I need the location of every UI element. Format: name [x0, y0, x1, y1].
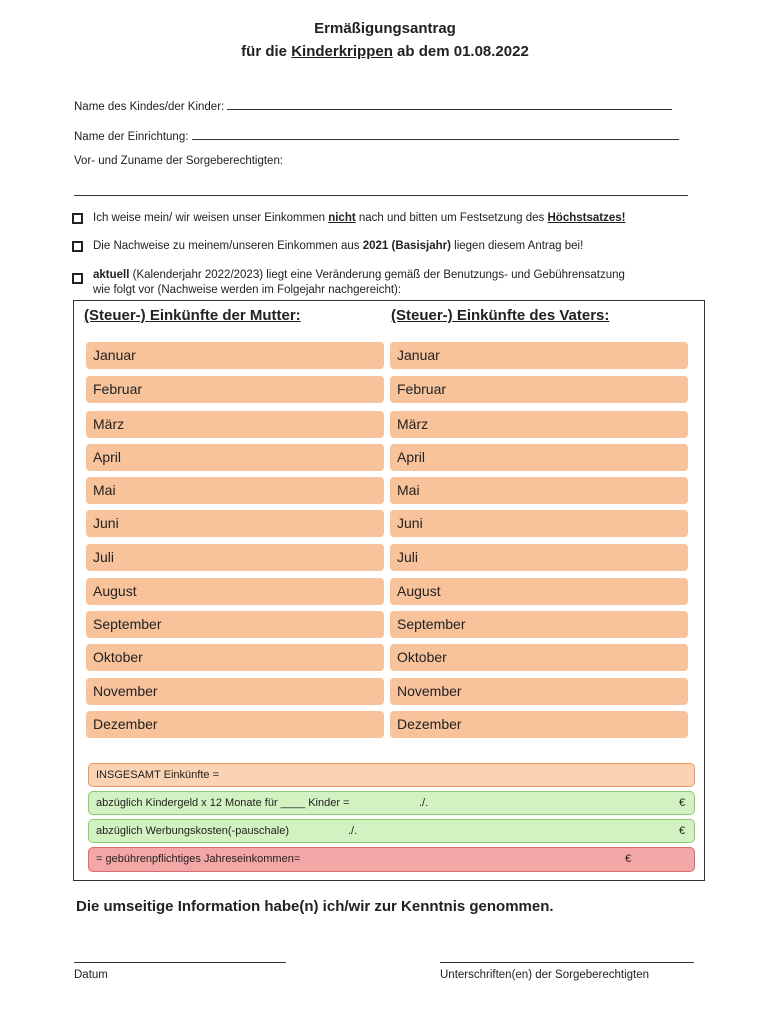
mother-month-4[interactable]: Mai [86, 477, 384, 504]
option-no-income-text: Ich weise mein/ wir weisen unser Einkommen nicht nach und bitten um Festsetzung des Höchstsatzes! [93, 212, 626, 224]
expenses-row[interactable] [88, 819, 695, 843]
annual-income-row[interactable] [88, 847, 695, 872]
expenses-label: abzüglich Werbungskosten(-pauschale) [96, 825, 290, 837]
expenses-euro: € [679, 825, 686, 837]
father-month-1[interactable]: Februar [390, 376, 688, 403]
mother-month-6[interactable]: Juli [86, 544, 384, 571]
father-month-2[interactable]: März [390, 411, 688, 438]
father-month-11[interactable]: Dezember [390, 711, 688, 738]
subtitle-post: ab dem 01.08.2022 [392, 43, 529, 60]
date-line[interactable] [74, 962, 286, 963]
child-benefit-row[interactable] [88, 791, 695, 815]
date-label: Datum [74, 969, 108, 981]
child-name-field[interactable] [74, 97, 672, 113]
annual-income-euro: € [625, 853, 632, 865]
mother-month-8[interactable]: September [86, 611, 384, 638]
expenses-minus: ./. [348, 825, 358, 837]
father-month-8[interactable]: September [390, 611, 688, 638]
option-proof-attached-text: Die Nachweise zu meinem/unseren Einkommen aus 2021 (Basisjahr) liegen diesem Antrag bei! [93, 240, 584, 252]
mother-month-7[interactable]: August [86, 578, 384, 605]
father-month-3[interactable]: April [390, 444, 688, 471]
option-proof-attached-checkbox[interactable] [72, 241, 83, 252]
institution-field[interactable] [74, 127, 679, 143]
mother-month-3[interactable]: April [86, 444, 384, 471]
father-income-heading: (Steuer-) Einkünfte des Vaters: [391, 307, 610, 324]
child-name-blank[interactable] [227, 97, 672, 110]
child-benefit-minus: ./. [419, 797, 429, 809]
mother-month-5[interactable]: Juni [86, 510, 384, 537]
guardians-label: Vor- und Zuname der Sorgeberechtigten: [74, 155, 284, 167]
mother-month-10[interactable]: November [86, 678, 384, 705]
mother-month-2[interactable]: März [86, 411, 384, 438]
child-benefit-euro: € [679, 797, 686, 809]
child-name-label: Name des Kindes/der Kinder: [74, 101, 225, 113]
mother-income-heading: (Steuer-) Einkünfte der Mutter: [84, 307, 301, 324]
father-month-9[interactable]: Oktober [390, 644, 688, 671]
subtitle-pre: für die [241, 43, 292, 60]
form-subtitle [0, 43, 770, 60]
option-current-change-checkbox[interactable] [72, 273, 83, 284]
form-title: Ermäßigungsantrag [314, 20, 456, 37]
father-month-10[interactable]: November [390, 678, 688, 705]
option-no-income-checkbox[interactable] [72, 213, 83, 224]
option-current-change-text: aktuell (Kalenderjahr 2022/2023) liegt eine Veränderung gemäß der Benutzungs- und Gebührensatzung wie folgt vor (Nachweise werden im Folgejahr nachgereicht): [93, 269, 625, 296]
child-benefit-label: abzüglich Kindergeld x 12 Monate für ____ Kinder = [96, 797, 350, 809]
mother-month-9[interactable]: Oktober [86, 644, 384, 671]
father-month-4[interactable]: Mai [390, 477, 688, 504]
father-month-5[interactable]: Juni [390, 510, 688, 537]
mother-month-0[interactable]: Januar [86, 342, 384, 369]
institution-blank[interactable] [192, 127, 679, 140]
subtitle-institution-type: Kinderkrippen [291, 43, 393, 60]
annual-income-label: = gebührenpflichtiges Jahreseinkommen= [96, 853, 301, 865]
acknowledgement-note: Die umseitige Information habe(n) ich/wir zur Kenntnis genommen. [76, 898, 554, 915]
total-income-row[interactable] [88, 763, 695, 787]
father-month-6[interactable]: Juli [390, 544, 688, 571]
guardians-blank[interactable] [74, 195, 688, 196]
mother-month-1[interactable]: Februar [86, 376, 384, 403]
total-income-label: INSGESAMT Einkünfte = [96, 769, 219, 781]
signature-label: Unterschriften(en) der Sorgeberechtigten [440, 969, 650, 981]
father-month-7[interactable]: August [390, 578, 688, 605]
father-month-0[interactable]: Januar [390, 342, 688, 369]
institution-label: Name der Einrichtung: [74, 131, 189, 143]
signature-line[interactable] [440, 962, 694, 963]
mother-month-11[interactable]: Dezember [86, 711, 384, 738]
